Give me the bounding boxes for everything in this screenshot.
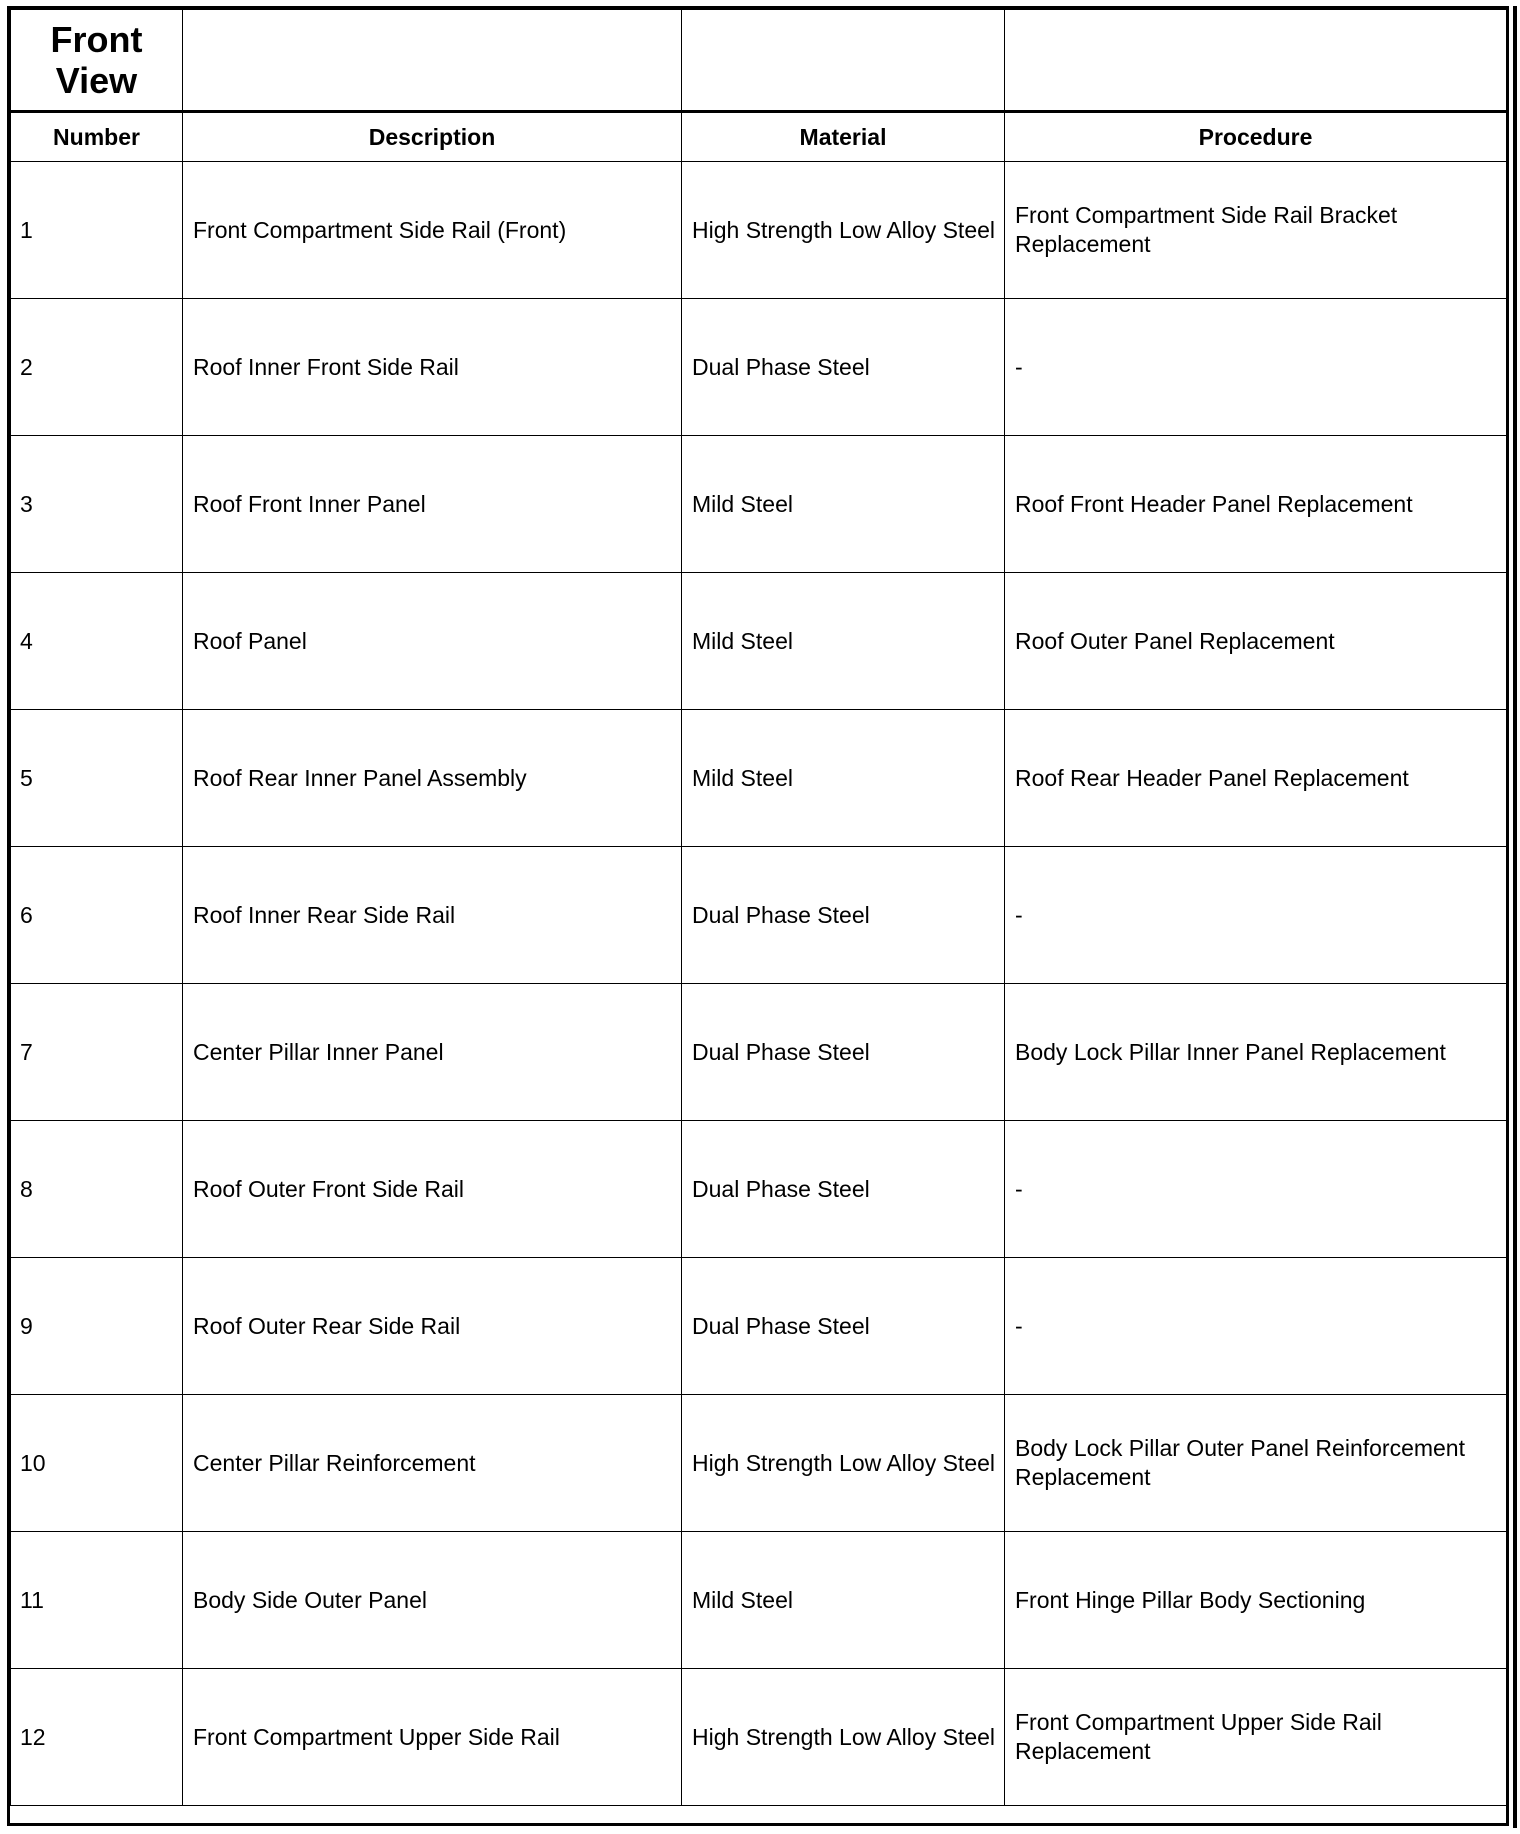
table-row: [11, 299, 1507, 436]
table-row: [11, 162, 1507, 299]
cell-description: Roof Inner Front Side Rail: [183, 299, 682, 436]
title-blank-cell: [1005, 10, 1507, 112]
cell-description: Roof Front Inner Panel: [183, 436, 682, 573]
table-row: [11, 1395, 1507, 1532]
cell-description: Roof Inner Rear Side Rail: [183, 847, 682, 984]
cell-procedure: -: [1005, 1121, 1507, 1258]
cell-description: Center Pillar Inner Panel: [183, 984, 682, 1121]
cell-description: Roof Outer Front Side Rail: [183, 1121, 682, 1258]
table-row: [11, 847, 1507, 984]
table-row: [11, 984, 1507, 1121]
parts-table: [10, 9, 1507, 1806]
cell-material: Dual Phase Steel: [682, 847, 1005, 984]
cell-number: 9: [11, 1258, 183, 1395]
table-title: [11, 10, 183, 112]
cell-number: 11: [11, 1532, 183, 1669]
cell-number: 4: [11, 573, 183, 710]
table-body: [11, 10, 1507, 1806]
table-row: [11, 436, 1507, 573]
cell-number: 3: [11, 436, 183, 573]
header-row: [11, 112, 1507, 162]
cell-number: 7: [11, 984, 183, 1121]
header-material: Material: [682, 112, 1005, 162]
table-row: [11, 573, 1507, 710]
cell-number: 8: [11, 1121, 183, 1258]
table-row: [11, 1258, 1507, 1395]
cell-material: Dual Phase Steel: [682, 1121, 1005, 1258]
cell-number: 10: [11, 1395, 183, 1532]
cell-procedure: Front Compartment Side Rail Bracket Replacement: [1005, 162, 1507, 299]
cell-material: Dual Phase Steel: [682, 984, 1005, 1121]
header-description: Description: [183, 112, 682, 162]
cell-procedure: -: [1005, 847, 1507, 984]
header-number: Number: [11, 112, 183, 162]
title-row: [11, 10, 1507, 112]
cell-number: 5: [11, 710, 183, 847]
cell-procedure: -: [1005, 299, 1507, 436]
cell-description: Roof Outer Rear Side Rail: [183, 1258, 682, 1395]
cell-material: High Strength Low Alloy Steel: [682, 162, 1005, 299]
page-edge-bar: [1513, 6, 1517, 1828]
cell-procedure: Roof Front Header Panel Replacement: [1005, 436, 1507, 573]
cell-description: Front Compartment Upper Side Rail: [183, 1669, 682, 1806]
cell-material: High Strength Low Alloy Steel: [682, 1669, 1005, 1806]
title-blank-cell: [682, 10, 1005, 112]
table-row: [11, 1121, 1507, 1258]
cell-procedure: Front Compartment Upper Side Rail Replacement: [1005, 1669, 1507, 1806]
cell-procedure: Roof Outer Panel Replacement: [1005, 573, 1507, 710]
cell-number: 6: [11, 847, 183, 984]
table-row: [11, 1669, 1507, 1806]
cell-description: Center Pillar Reinforcement: [183, 1395, 682, 1532]
cell-material: High Strength Low Alloy Steel: [682, 1395, 1005, 1532]
cell-number: 1: [11, 162, 183, 299]
table-title-line2: View: [55, 60, 138, 101]
cell-description: Body Side Outer Panel: [183, 1532, 682, 1669]
cell-material: Dual Phase Steel: [682, 1258, 1005, 1395]
cell-procedure: -: [1005, 1258, 1507, 1395]
cell-procedure: Front Hinge Pillar Body Sectioning: [1005, 1532, 1507, 1669]
cell-procedure: Body Lock Pillar Inner Panel Replacement: [1005, 984, 1507, 1121]
cell-number: 2: [11, 299, 183, 436]
cell-material: Mild Steel: [682, 573, 1005, 710]
cell-description: Front Compartment Side Rail (Front): [183, 162, 682, 299]
cell-description: Roof Panel: [183, 573, 682, 710]
header-procedure: Procedure: [1005, 112, 1507, 162]
cell-material: Mild Steel: [682, 436, 1005, 573]
cell-material: Mild Steel: [682, 1532, 1005, 1669]
table-title-line1: Front: [50, 19, 143, 60]
cell-material: Dual Phase Steel: [682, 299, 1005, 436]
cell-procedure: Roof Rear Header Panel Replacement: [1005, 710, 1507, 847]
title-blank-cell: [183, 10, 682, 112]
table-row: [11, 710, 1507, 847]
cell-material: Mild Steel: [682, 710, 1005, 847]
cell-number: 12: [11, 1669, 183, 1806]
parts-table-frame: [7, 6, 1509, 1826]
cell-procedure: Body Lock Pillar Outer Panel Reinforcement Replacement: [1005, 1395, 1507, 1532]
cell-description: Roof Rear Inner Panel Assembly: [183, 710, 682, 847]
table-row: [11, 1532, 1507, 1669]
